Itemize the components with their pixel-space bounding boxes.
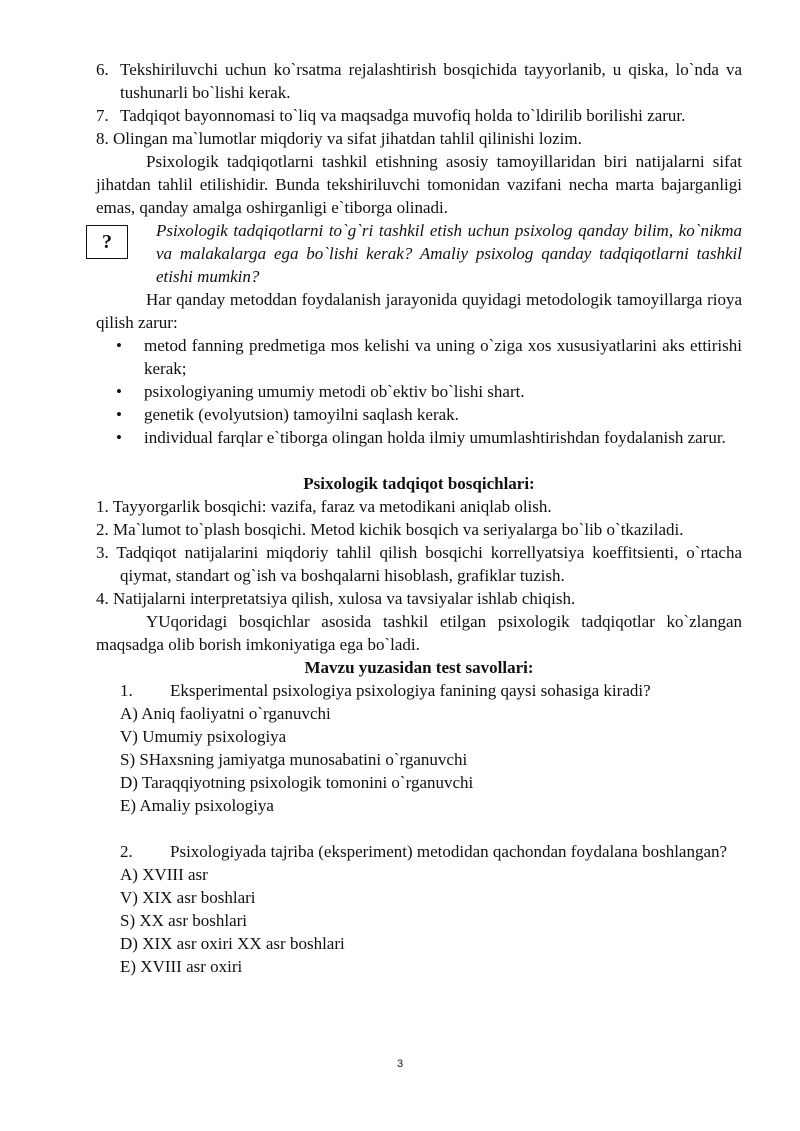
question-text: Psixologik tadqiqotlarni to`g`ri tashkil etish uchun psixolog qanday bilim, ko`nikma va malakalarga ega bo`lishi kerak? Amaliy psixolog qanday tadqiqotlarni tashkil etishi mumkin? <box>156 221 742 286</box>
answer-option: D) XIX asr oxiri XX asr boshlari <box>120 934 345 953</box>
test-question <box>120 840 742 863</box>
answer-option: V) XIX asr boshlari <box>120 888 256 907</box>
page-number: 3 <box>396 1058 404 1070</box>
item-number: 6. <box>96 60 109 79</box>
list-item <box>96 58 742 104</box>
question-text: Eksperimental psixologiya psixologiya fanining qaysi sohasiga kiradi? <box>170 681 651 700</box>
answer-option: E) Amaliy psixologiya <box>120 796 274 815</box>
test-question <box>120 679 742 702</box>
stage-item: 2. Ma`lumot to`plash bosqichi. Metod kichik bosqich va seriyalarga bo`lib o`tkaziladi. <box>96 520 684 539</box>
bullet-item: • metod fanning predmetiga mos kelishi va uning o`ziga xos xususiyatlarini aks ettirishi kerak; <box>116 334 742 380</box>
question-number: 2. <box>120 842 133 861</box>
bullet-list <box>96 334 742 449</box>
stage-item: 3. Tadqiqot natijalarini miqdoriy tahlil qilish bosqichi korrellyatsiya koeffitsienti, o`rtacha qiymat, standart og`ish va boshqalarni hisoblash, grafiklar tuzish. <box>96 543 742 585</box>
answer-option: D) Taraqqiyotning psixologik tomonini o`rganuvchi <box>120 773 474 792</box>
answer-option: S) SHaxsning jamiyatga munosabatini o`rganuvchi <box>120 750 468 769</box>
answer-option: A) Aniq faoliyatni o`rganuvchi <box>120 704 331 723</box>
section-heading: Mavzu yuzasidan test savollari: <box>304 658 534 677</box>
stage-item: 1. Tayyorgarlik bosqichi: vazifa, faraz va metodikani aniqlab olish. <box>96 497 552 516</box>
paragraph: Har qanday metoddan foydalanish jarayonida quyidagi metodologik tamoyillarga rioya qilish zarur: <box>96 290 742 332</box>
bullet-item: • genetik (evolyutsion) tamoyilni saqlash kerak. <box>116 403 742 426</box>
question-mark-icon: ? <box>86 225 128 259</box>
paragraph: Psixologik tadqiqotlarni tashkil etishning asosiy tamoyillaridan biri natijalarni sifat jihatdan tahlil etilishidir. Bunda tekshiriluvchi tomonidan vazifani necha marta bajarganligi emas, qanday amalga oshirganligi e`tiborga olinadi. <box>96 152 742 217</box>
bullet-item: • psixologiyaning umumiy metodi ob`ektiv bo`lishi shart. <box>116 380 742 403</box>
document-page <box>96 58 742 978</box>
list-item: 8. Olingan ma`lumotlar miqdoriy va sifat jihatdan tahlil qilinishi lozim. <box>96 129 582 148</box>
item-text: Tadqiqot bayonnomasi to`liq va maqsadga muvofiq holda to`ldirilib borilishi zarur. <box>120 106 686 125</box>
bullet-item: • individual farqlar e`tiborga olingan holda ilmiy umumlashtirishdan foydalanish zarur. <box>116 426 742 449</box>
item-text: Tekshiriluvchi uchun ko`rsatma rejalashtirish bosqichida tayyorlanib, u qiska, lo`nda va tushunarli bo`lishi kerak. <box>120 60 742 102</box>
list-item <box>96 104 742 127</box>
question-number: 1. <box>120 681 133 700</box>
stage-item: 4. Natijalarni interpretatsiya qilish, xulosa va tavsiyalar ishlab chiqish. <box>96 589 576 608</box>
answer-option: V) Umumiy psixologiya <box>120 727 287 746</box>
question-block <box>96 219 742 288</box>
section-heading: Psixologik tadqiqot bosqichlari: <box>303 474 535 493</box>
item-number: 7. <box>96 106 109 125</box>
question-text: Psixologiyada tajriba (eksperiment) metodidan qachondan foydalana boshlangan? <box>170 842 728 861</box>
answer-option: E) XVIII asr oxiri <box>120 957 243 976</box>
paragraph: YUqoridagi bosqichlar asosida tashkil etilgan psixologik tadqiqotlar ko`zlangan maqsadga olib borish imkoniyatiga ega bo`ladi. <box>96 612 742 654</box>
answer-option: A) XVIII asr <box>120 865 208 884</box>
answer-option: S) XX asr boshlari <box>120 911 248 930</box>
